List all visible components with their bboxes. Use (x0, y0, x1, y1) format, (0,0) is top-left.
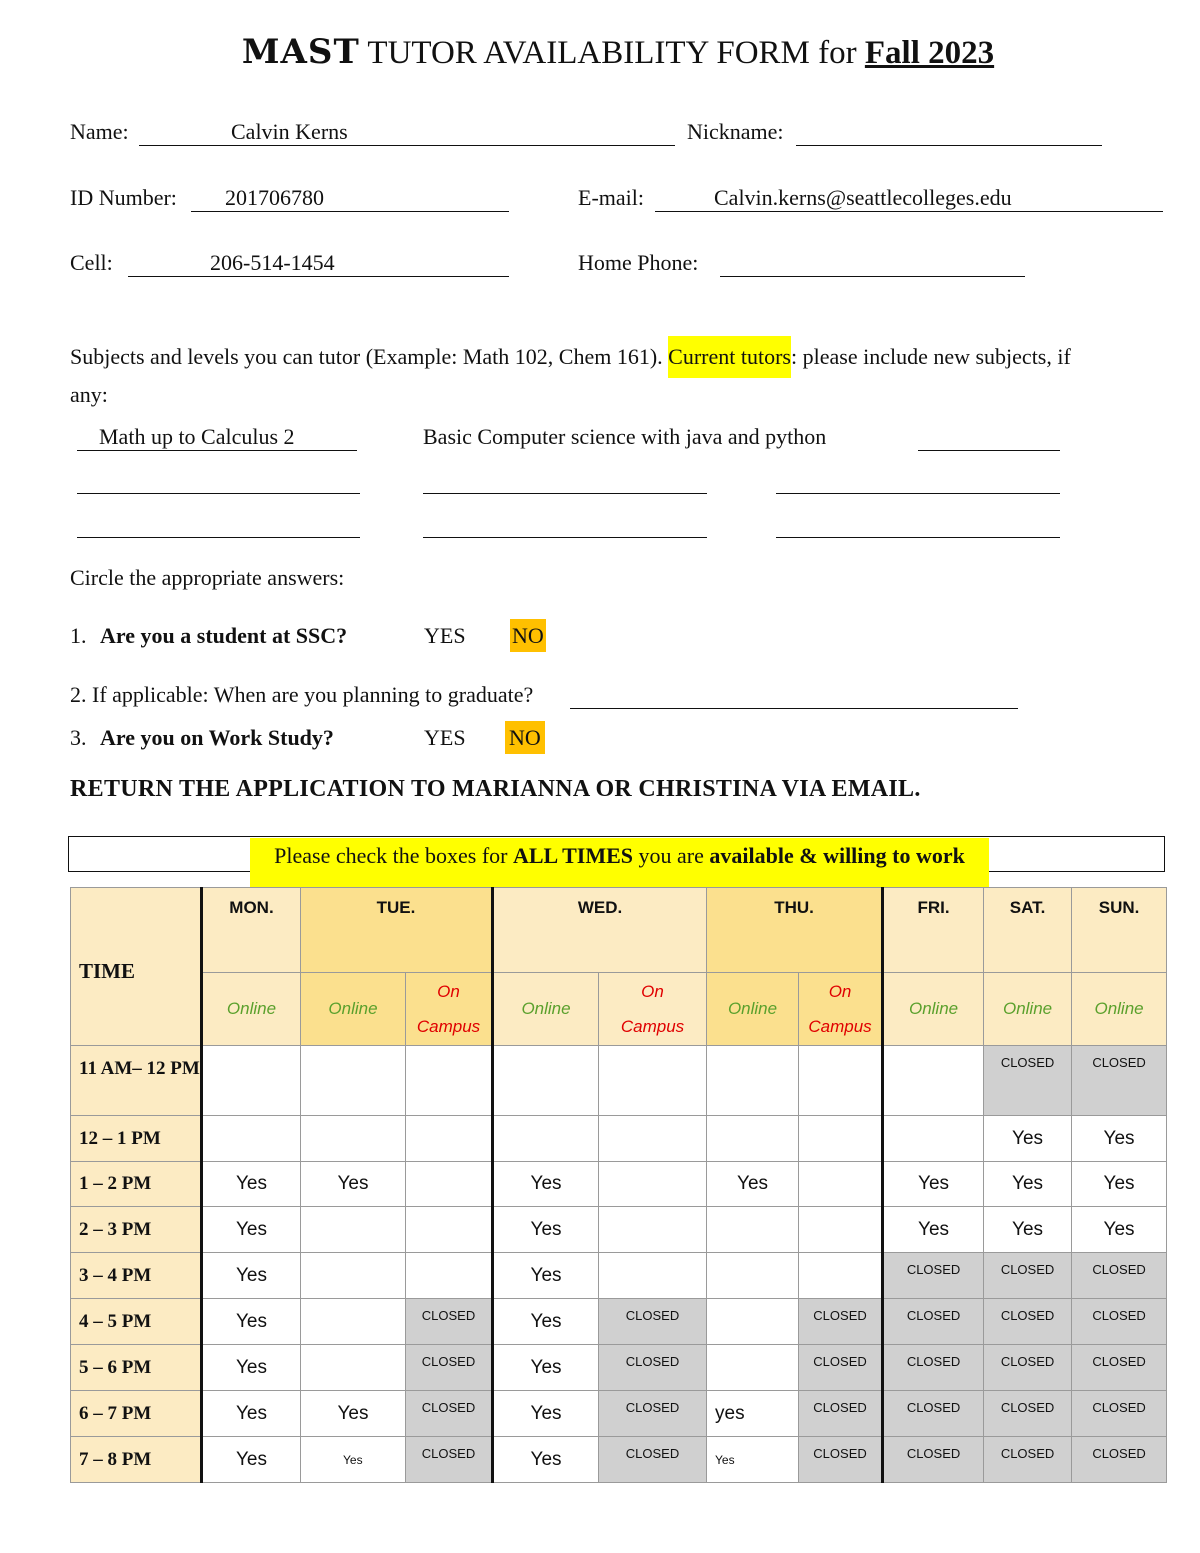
q3-text: Are you on Work Study? (100, 725, 334, 750)
closed-cell: CLOSED (883, 1391, 984, 1437)
mode-header-thu-campus (799, 973, 883, 1046)
day-header-sat: SAT. (984, 888, 1072, 973)
availability-checkbox-cell[interactable] (799, 1116, 883, 1162)
email-value: Calvin.kerns@seattlecolleges.edu (714, 185, 1012, 210)
mode-header-tue-online: Online (301, 973, 406, 1046)
availability-checkbox-cell[interactable] (799, 1162, 883, 1207)
subject-field-5[interactable] (423, 466, 707, 494)
q3-yes[interactable]: YES (424, 725, 466, 750)
subject-field-6[interactable] (776, 466, 1060, 494)
availability-checkbox-cell[interactable]: Yes (493, 1437, 599, 1483)
availability-checkbox-cell[interactable] (406, 1162, 493, 1207)
closed-cell: CLOSED (984, 1437, 1072, 1483)
subject-value-2: Basic Computer science with java and python (423, 424, 827, 449)
table-row (71, 1207, 1167, 1253)
closed-cell: CLOSED (984, 1299, 1072, 1345)
day-header-fri: FRI. (883, 888, 984, 973)
availability-checkbox-cell[interactable] (707, 1253, 799, 1299)
cell-label: Cell: (70, 250, 113, 275)
id-label: ID Number: (70, 185, 177, 210)
availability-checkbox-cell[interactable]: Yes (301, 1162, 406, 1207)
availability-checkbox-cell[interactable] (599, 1207, 707, 1253)
availability-checkbox-cell[interactable]: Yes (493, 1253, 599, 1299)
closed-cell: CLOSED (1072, 1046, 1167, 1116)
cell-field[interactable] (128, 249, 509, 277)
q1-no[interactable]: NO (510, 619, 546, 652)
closed-cell: CLOSED (984, 1345, 1072, 1391)
subject-field-9[interactable] (776, 510, 1060, 538)
closed-cell: CLOSED (1072, 1437, 1167, 1483)
availability-checkbox-cell[interactable] (599, 1046, 707, 1116)
closed-cell: CLOSED (799, 1299, 883, 1345)
availability-checkbox-cell[interactable] (301, 1253, 406, 1299)
availability-checkbox-cell[interactable]: Yes (984, 1207, 1072, 1253)
home-phone-field[interactable] (720, 249, 1025, 277)
subject-field-7[interactable] (77, 510, 360, 538)
mode-header-fri-online: Online (883, 973, 984, 1046)
availability-checkbox-cell[interactable] (799, 1207, 883, 1253)
closed-cell: CLOSED (599, 1299, 707, 1345)
availability-table-body (71, 1046, 1167, 1483)
campus-label: Campus (620, 1017, 685, 1036)
banner-part-4: available & willing to work (709, 843, 965, 868)
table-row (71, 1116, 1167, 1162)
time-slot-label: 6 – 7 PM (71, 1391, 202, 1437)
table-row (71, 1253, 1167, 1299)
subjects-intro-text: Subjects and levels you can tutor (Example: Math 102, Chem 161). (70, 344, 663, 369)
mode-header-sat-online: Online (984, 973, 1072, 1046)
availability-checkbox-cell[interactable]: Yes (301, 1437, 406, 1483)
subject-field-1[interactable] (77, 423, 357, 451)
availability-checkbox-cell[interactable]: Yes (493, 1345, 599, 1391)
nickname-field[interactable] (796, 118, 1102, 146)
availability-checkbox-cell[interactable] (599, 1253, 707, 1299)
availability-checkbox-cell[interactable]: Yes (202, 1299, 301, 1345)
closed-cell: CLOSED (984, 1391, 1072, 1437)
availability-checkbox-cell[interactable]: Yes (301, 1391, 406, 1437)
availability-checkbox-cell[interactable] (799, 1253, 883, 1299)
closed-cell: CLOSED (984, 1253, 1072, 1299)
time-slot-label: 5 – 6 PM (71, 1345, 202, 1391)
availability-checkbox-cell[interactable]: Yes (1072, 1116, 1167, 1162)
form-title-middle: TUTOR AVAILABILITY FORM for (367, 35, 857, 71)
q1-number: 1. (70, 623, 87, 648)
availability-checkbox-cell[interactable]: Yes (707, 1162, 799, 1207)
availability-checkbox-cell[interactable] (301, 1299, 406, 1345)
time-slot-label: 7 – 8 PM (71, 1437, 202, 1483)
closed-cell: CLOSED (406, 1391, 493, 1437)
form-title (0, 32, 1200, 72)
availability-checkbox-cell[interactable]: Yes (493, 1162, 599, 1207)
availability-checkbox-cell[interactable] (406, 1116, 493, 1162)
availability-checkbox-cell[interactable]: Yes (707, 1437, 799, 1483)
time-slot-label: 4 – 5 PM (71, 1299, 202, 1345)
availability-checkbox-cell[interactable] (301, 1046, 406, 1116)
campus-label: Campus (808, 1017, 872, 1036)
closed-cell: CLOSED (799, 1391, 883, 1437)
mode-header-tue-campus (406, 973, 493, 1046)
availability-checkbox-cell[interactable]: Yes (493, 1299, 599, 1345)
availability-checkbox-cell[interactable]: Yes (202, 1391, 301, 1437)
closed-cell: CLOSED (984, 1046, 1072, 1116)
q3-number: 3. (70, 725, 87, 750)
current-tutors-highlight: Current tutors (668, 336, 791, 378)
schedule-banner-text (250, 838, 989, 888)
table-row (71, 1299, 1167, 1345)
availability-checkbox-cell[interactable]: Yes (493, 1391, 599, 1437)
closed-cell: CLOSED (406, 1299, 493, 1345)
availability-checkbox-cell[interactable] (799, 1046, 883, 1116)
subject-field-4[interactable] (77, 466, 360, 494)
closed-cell: CLOSED (1072, 1345, 1167, 1391)
mode-header-thu-online: Online (707, 973, 799, 1046)
availability-checkbox-cell[interactable] (883, 1046, 984, 1116)
closed-cell: CLOSED (883, 1253, 984, 1299)
availability-checkbox-cell[interactable] (707, 1207, 799, 1253)
availability-table (70, 887, 1167, 1483)
availability-checkbox-cell[interactable]: Yes (1072, 1207, 1167, 1253)
on-label: On (641, 982, 664, 1001)
availability-checkbox-cell[interactable] (406, 1207, 493, 1253)
name-value: Calvin Kerns (231, 119, 348, 144)
closed-cell: CLOSED (1072, 1299, 1167, 1345)
name-label: Name: (70, 119, 129, 144)
subject-value-1: Math up to Calculus 2 (99, 424, 295, 449)
email-field[interactable] (655, 184, 1163, 212)
closed-cell: CLOSED (599, 1391, 707, 1437)
q3-no[interactable]: NO (505, 721, 545, 754)
day-header-mon: MON. (202, 888, 301, 973)
banner-part-1: Please check the boxes for (274, 843, 513, 868)
availability-checkbox-cell[interactable]: Yes (493, 1207, 599, 1253)
closed-cell: CLOSED (599, 1437, 707, 1483)
subjects-intro-text-2: : please include new subjects, if (791, 344, 1071, 369)
id-field[interactable] (191, 184, 509, 212)
schedule-banner (68, 836, 1165, 872)
on-label: On (437, 982, 460, 1001)
availability-checkbox-cell[interactable]: yes (707, 1391, 799, 1437)
banner-part-3: you are (633, 843, 710, 868)
table-row (71, 1046, 1167, 1116)
subject-field-8[interactable] (423, 510, 707, 538)
q1-yes[interactable]: YES (424, 623, 466, 648)
q1-text: Are you a student at SSC? (100, 623, 348, 648)
time-slot-label: 2 – 3 PM (71, 1207, 202, 1253)
time-slot-label: 11 AM– 12 PM (71, 1046, 202, 1116)
availability-checkbox-cell[interactable] (707, 1299, 799, 1345)
closed-cell: CLOSED (883, 1299, 984, 1345)
availability-checkbox-cell[interactable]: Yes (202, 1207, 301, 1253)
day-header-thu: THU. (707, 888, 883, 973)
form-title-mast: MAST (241, 32, 360, 72)
day-header-wed: WED. (493, 888, 707, 973)
availability-checkbox-cell[interactable] (406, 1253, 493, 1299)
availability-checkbox-cell[interactable] (707, 1116, 799, 1162)
closed-cell: CLOSED (406, 1437, 493, 1483)
availability-checkbox-cell[interactable] (707, 1345, 799, 1391)
availability-checkbox-cell[interactable] (883, 1116, 984, 1162)
closed-cell: CLOSED (799, 1437, 883, 1483)
mode-header-sun-online: Online (1072, 973, 1167, 1046)
email-label: E-mail: (578, 185, 644, 210)
mode-header-mon-online: Online (202, 973, 301, 1046)
id-value: 201706780 (225, 185, 324, 210)
time-slot-label: 12 – 1 PM (71, 1116, 202, 1162)
availability-checkbox-cell[interactable]: Yes (202, 1162, 301, 1207)
day-header-tue: TUE. (301, 888, 493, 973)
subjects-intro (70, 336, 1071, 378)
availability-checkbox-cell[interactable]: Yes (1072, 1162, 1167, 1207)
availability-checkbox-cell[interactable] (301, 1116, 406, 1162)
availability-checkbox-cell[interactable] (599, 1116, 707, 1162)
banner-part-2: ALL TIMES (513, 843, 634, 868)
availability-checkbox-cell[interactable]: Yes (202, 1253, 301, 1299)
time-column-header: TIME (71, 888, 202, 1046)
availability-checkbox-cell[interactable]: Yes (984, 1116, 1072, 1162)
availability-checkbox-cell[interactable] (301, 1207, 406, 1253)
closed-cell: CLOSED (406, 1345, 493, 1391)
closed-cell: CLOSED (799, 1345, 883, 1391)
nickname-label: Nickname: (687, 119, 784, 144)
availability-checkbox-cell[interactable] (707, 1046, 799, 1116)
table-row (71, 1437, 1167, 1483)
time-slot-label: 1 – 2 PM (71, 1162, 202, 1207)
graduation-field[interactable] (570, 681, 1018, 709)
closed-cell: CLOSED (883, 1437, 984, 1483)
closed-cell: CLOSED (883, 1345, 984, 1391)
return-instructions: RETURN THE APPLICATION TO MARIANNA OR CHRISTINA VIA EMAIL. (70, 776, 921, 802)
on-label: On (828, 982, 852, 1001)
home-phone-label: Home Phone: (578, 250, 699, 275)
closed-cell: CLOSED (1072, 1391, 1167, 1437)
availability-checkbox-cell[interactable]: Yes (984, 1162, 1072, 1207)
table-row (71, 1345, 1167, 1391)
cell-value: 206-514-1454 (210, 250, 335, 275)
closed-cell: CLOSED (599, 1345, 707, 1391)
availability-checkbox-cell[interactable] (493, 1046, 599, 1116)
time-slot-label: 3 – 4 PM (71, 1253, 202, 1299)
table-row (71, 1162, 1167, 1207)
availability-checkbox-cell[interactable] (202, 1046, 301, 1116)
availability-checkbox-cell[interactable]: Yes (883, 1162, 984, 1207)
closed-cell: CLOSED (1072, 1253, 1167, 1299)
subjects-intro-any: any: (70, 382, 108, 407)
form-title-term: Fall 2023 (864, 35, 995, 71)
day-header-sun: SUN. (1072, 888, 1167, 973)
availability-checkbox-cell[interactable] (202, 1116, 301, 1162)
campus-label: Campus (416, 1017, 481, 1036)
circle-instructions: Circle the appropriate answers: (70, 565, 345, 590)
availability-checkbox-cell[interactable] (301, 1345, 406, 1391)
q2-text: 2. If applicable: When are you planning to graduate? (70, 682, 534, 707)
availability-checkbox-cell[interactable] (406, 1046, 493, 1116)
name-field[interactable] (139, 118, 675, 146)
availability-checkbox-cell[interactable] (493, 1116, 599, 1162)
availability-checkbox-cell[interactable]: Yes (883, 1207, 984, 1253)
availability-checkbox-cell[interactable] (599, 1162, 707, 1207)
table-row (71, 1391, 1167, 1437)
subject-field-3[interactable] (918, 423, 1060, 451)
availability-checkbox-cell[interactable]: Yes (202, 1437, 301, 1483)
mode-header-wed-campus (599, 973, 707, 1046)
availability-checkbox-cell[interactable]: Yes (202, 1345, 301, 1391)
mode-header-wed-online: Online (493, 973, 599, 1046)
